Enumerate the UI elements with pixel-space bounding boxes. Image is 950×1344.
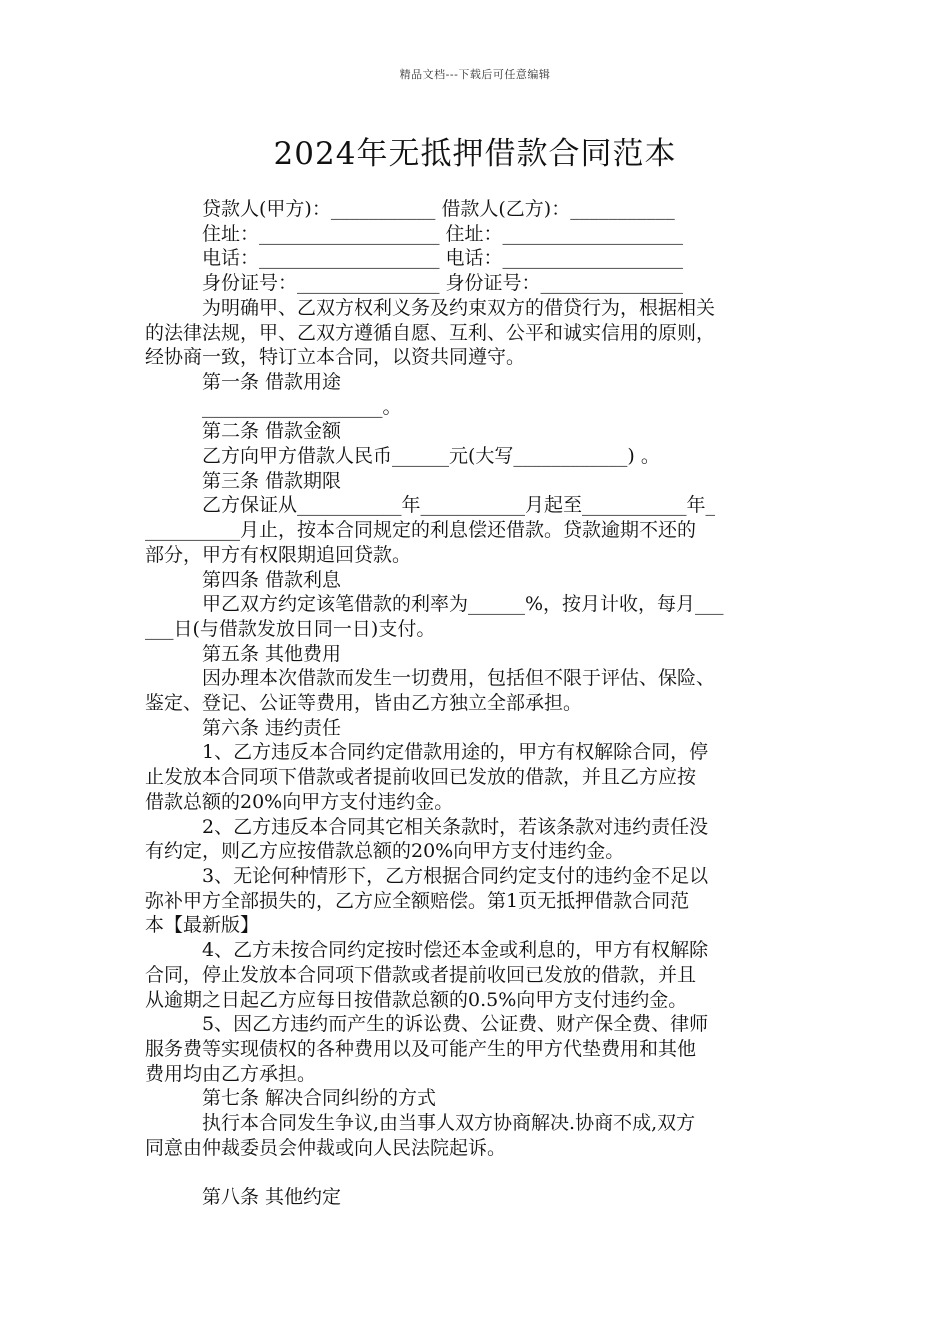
article-text: ___日(与借款发放日同一日)支付。	[145, 617, 436, 640]
article-text: 因办理本次借款而发生一切费用，包括但不限于评估、保险、	[202, 667, 716, 690]
article-text: 乙方向甲方借款人民币______元(大写____________) 。	[202, 445, 660, 468]
article-heading: 第五条 其他费用	[202, 642, 342, 665]
clause-text: 本【最新版】	[145, 914, 260, 937]
article-heading: 第四条 借款利息	[202, 568, 342, 591]
clause-text: 费用均由乙方承担。	[145, 1062, 317, 1085]
clause-text: 从逾期之日起乙方应每日按借款总额的0.5%向甲方支付违约金。	[145, 988, 688, 1011]
article-text: 部分，甲方有权限期追回贷款。	[145, 543, 412, 566]
article-text: __________月止，按本合同规定的利息偿还借款。贷款逾期不还的	[145, 519, 697, 542]
clause-text: 弥补甲方全部损失的，乙方应全额赔偿。第1页无抵押借款合同范	[145, 889, 690, 912]
party-line-address: 住址：___________________ 住址：___________________	[202, 222, 684, 245]
clause-text: 有约定，则乙方应按借款总额的20%向甲方支付违约金。	[145, 840, 625, 863]
clause-text: 服务费等实现债权的各种费用以及可能产生的甲方代垫费用和其他	[145, 1037, 697, 1060]
article-text: 鉴定、登记、公证等费用，皆由乙方独立全部承担。	[145, 692, 583, 715]
article-text: ___________________。	[202, 395, 402, 418]
preamble-line: 为明确甲、乙双方权利义务及约束双方的借贷行为，根据相关	[202, 296, 716, 319]
paragraph-gap	[145, 1160, 809, 1185]
party-line-phone: 电话：___________________ 电话：___________________	[202, 247, 684, 270]
preamble-line: 的法律法规，甲、乙双方遵循自愿、互利、公平和诚实信用的原则，	[145, 321, 716, 344]
article-text: 乙方保证从___________年___________月起至___________年_	[202, 494, 716, 517]
article-heading: 第一条 借款用途	[202, 370, 342, 393]
article-text: 执行本合同发生争议,由当事人双方协商解决.协商不成,双方	[202, 1112, 696, 1135]
article-heading: 第六条 违约责任	[202, 716, 342, 739]
clause-text: 3、无论何种情形下，乙方根据合同约定支付的违约金不足以	[202, 864, 709, 887]
party-line-id: 身份证号：_______________ 身份证号：_______________	[202, 272, 684, 295]
party-line-lender: 贷款人(甲方)：___________ 借款人(乙方)：___________	[202, 198, 675, 220]
article-heading: 第二条 借款金额	[202, 420, 342, 443]
contract-body	[145, 197, 809, 1210]
preamble-line: 经协商一致，特订立本合同，以资共同遵守。	[145, 346, 526, 369]
clause-text: 4、乙方未按合同约定按时偿还本金或利息的，甲方有权解除	[202, 939, 709, 962]
clause-text: 5、因乙方违约而产生的诉讼费、公证费、财产保全费、律师	[202, 1013, 709, 1036]
article-heading: 第七条 解决合同纠纷的方式	[202, 1087, 437, 1110]
document-title: 2024年无抵押借款合同范本	[273, 136, 677, 172]
article-text: 同意由仲裁委员会仲裁或向人民法院起诉。	[145, 1136, 507, 1159]
article-heading: 第三条 借款期限	[202, 469, 342, 492]
clause-text: 止发放本合同项下借款或者提前收回已发放的借款，并且乙方应按	[145, 766, 697, 789]
clause-text: 1、乙方违反本合同约定借款用途的，甲方有权解除合同，停	[202, 741, 709, 764]
clause-text: 合同，停止发放本合同项下借款或者提前收回已发放的借款，并且	[145, 963, 697, 986]
page-header: 精品文档---下载后可任意编辑	[399, 68, 551, 81]
clause-text: 2、乙方违反本合同其它相关条款时，若该条款对违约责任没	[202, 815, 709, 838]
article-heading: 第八条 其他约定	[202, 1186, 342, 1209]
clause-text: 借款总额的20%向甲方支付违约金。	[145, 790, 454, 813]
article-text: 甲乙双方约定该笔借款的利率为______%，按月计收，每月___	[202, 593, 724, 616]
